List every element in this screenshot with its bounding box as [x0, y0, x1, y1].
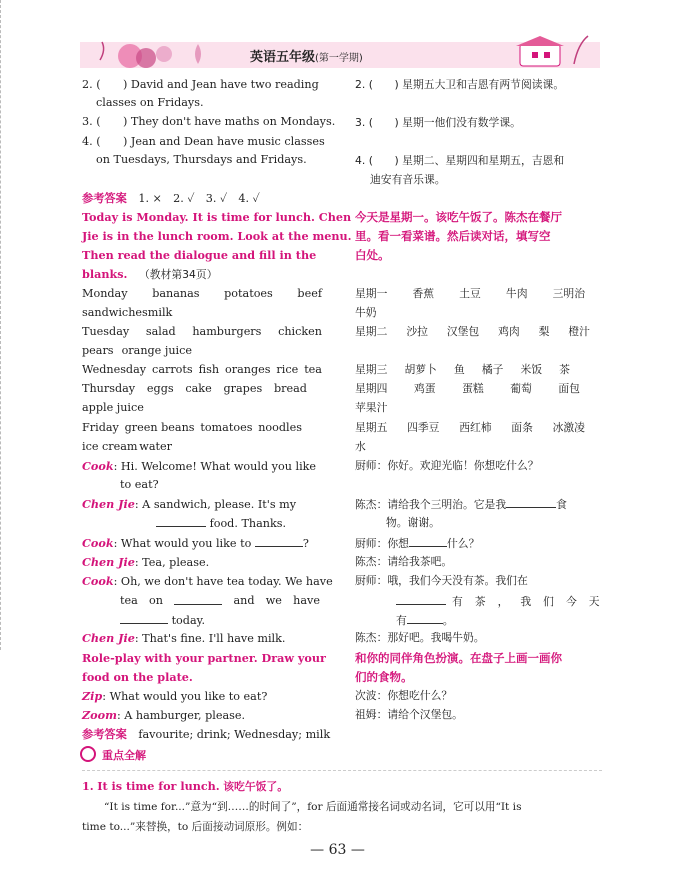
- menu-en-item: Thursday: [82, 382, 136, 395]
- blank-drink[interactable]: [255, 536, 303, 547]
- menu-cn-item: 冰激凌: [552, 421, 585, 434]
- blank-favourite[interactable]: [156, 516, 206, 527]
- task-line-4: blanks. （教材第34页）: [82, 267, 218, 281]
- menu-en-item: noodles: [258, 421, 302, 434]
- right-q4-line1: 4. ( ) 星期二、星期四和星期五，吉恩和: [355, 154, 565, 167]
- speaker-cook: Cook: [82, 459, 114, 473]
- menu-cn-item: 星期二: [355, 325, 388, 338]
- menu-cn-item: 茶: [559, 363, 570, 376]
- menu-en-item: sandwiches: [82, 306, 148, 319]
- right-dialog-2: 陈杰：请给我个三明治。它是我 食: [355, 498, 567, 511]
- menu-cn-row: [355, 325, 590, 339]
- blank-wednesday[interactable]: [174, 594, 222, 605]
- menu-en-item: rice: [276, 363, 299, 376]
- task-line-1: Today is Monday. It is time for lunch. Chen: [82, 210, 352, 224]
- blank-cn-wednesday[interactable]: [396, 594, 446, 605]
- right-dialog-3: 厨师：你想 什么？: [355, 537, 480, 550]
- right-dialog-1: 厨师：你好。欢迎光临！你想吃什么？: [355, 459, 539, 472]
- answer-1: [82, 191, 260, 206]
- left-q3: 3. ( ) They don't have maths on Mondays.: [82, 115, 336, 128]
- dialog-line-2: Chen Jie: A sandwich, please. It's my: [82, 497, 297, 511]
- menu-cn-item: 四季豆: [407, 421, 440, 434]
- menu-en-item: eggs: [146, 382, 174, 395]
- right-zip: 次波：你想吃什么？: [355, 689, 453, 702]
- dialog-line-5b: tea on and we have: [120, 594, 320, 607]
- header-title: [250, 46, 363, 65]
- right-dialog-4: 陈杰：请给我茶吧。: [355, 555, 453, 568]
- menu-cn-item: 蛋糕: [462, 382, 484, 395]
- menu-cn-row: [355, 363, 570, 377]
- menu-cn-item: 水: [355, 440, 366, 453]
- speaker-chenjie: Chen Jie: [82, 497, 135, 511]
- right-dialog-5: 厨师：哦，我们今天没有茶。我们在: [355, 574, 528, 587]
- task-line-3: Then read the dialogue and fill in the: [82, 248, 317, 262]
- zip-line: Zip: What would you like to eat?: [82, 689, 268, 703]
- dialog-line-5c: today.: [120, 613, 205, 628]
- menu-cn-row: [355, 421, 585, 435]
- key-explanation-2: time to...”来替换，to 后面接动词原形。例如：: [82, 821, 309, 833]
- menu-en-item: fish: [198, 363, 220, 376]
- dialog-line-4: Chen Jie: Tea, please.: [82, 555, 210, 569]
- right-q2: 2. ( ) 星期五大卫和吉恩有两节阅读课。: [355, 78, 565, 91]
- menu-en-item: water: [139, 440, 172, 453]
- menu-cn-item: 牛奶: [355, 306, 377, 319]
- menu-cn-item: 米饭: [520, 363, 543, 376]
- right-dialog-5c: 有 。: [396, 614, 454, 627]
- page-number: — 63 —: [310, 842, 365, 858]
- menu-en-item: milk: [147, 306, 173, 319]
- right-task-2: 里。看一看菜谱。然后读对话，填写空: [355, 229, 551, 243]
- menu-cn-item: 橙汁: [568, 325, 590, 338]
- menu-en-row: [82, 287, 322, 301]
- menu-en-row: [82, 421, 302, 435]
- left-q2-line2: classes on Fridays.: [96, 96, 204, 109]
- header-subtitle: (第一学期): [315, 53, 363, 64]
- key-point-1: 1. It is time for lunch. 该吃午饭了。: [82, 779, 289, 793]
- menu-cn-item: 星期三: [355, 363, 388, 376]
- menu-en-item: Tuesday: [82, 325, 130, 338]
- menu-cn-row: [355, 440, 375, 454]
- menu-cn-row: [355, 382, 580, 396]
- left-q2-line1: 2. ( ) David and Jean have two reading: [82, 78, 319, 91]
- menu-cn-item: 面条: [511, 421, 533, 434]
- left-q4-line2: on Tuesdays, Thursdays and Fridays.: [96, 153, 307, 166]
- key-divider: [82, 770, 602, 771]
- left-q4-line1: 4. ( ) Jean and Dean have music classes: [82, 135, 325, 148]
- blank-cn-drink[interactable]: [409, 536, 447, 547]
- dialog-line-1b: to eat?: [120, 478, 159, 491]
- menu-en-row: [82, 382, 307, 396]
- menu-cn-item: 苹果汁: [355, 401, 388, 414]
- right-q3: 3. ( ) 星期一他们没有数学课。: [355, 116, 521, 129]
- roleplay-line-2: food on the plate.: [82, 670, 193, 684]
- right-dialog-5b: 有茶，我们今天: [396, 594, 612, 609]
- menu-en-row: [82, 401, 142, 415]
- menu-en-item: salad: [145, 325, 176, 338]
- answer-2: [82, 727, 330, 742]
- menu-en-item: oranges: [224, 363, 271, 376]
- menu-cn-row: [355, 306, 385, 320]
- menu-en-item: cake: [185, 382, 212, 395]
- menu-en-item: green beans: [124, 421, 195, 434]
- roleplay-line-1: Role-play with your partner. Draw your: [82, 651, 326, 665]
- menu-cn-item: 橘子: [481, 363, 504, 376]
- menu-cn-item: 土豆: [459, 287, 481, 300]
- menu-cn-item: 胡萝卜: [404, 363, 437, 376]
- menu-en-item: Wednesday: [82, 363, 147, 376]
- menu-cn-item: 葡萄: [510, 382, 532, 395]
- header-title-text: 英语五年级: [250, 50, 316, 65]
- menu-cn-item: 牛肉: [505, 287, 528, 300]
- blank-milk[interactable]: [120, 613, 168, 624]
- zoom-line: Zoom: A hamburger, please.: [82, 708, 246, 722]
- textbook-ref: （教材第34页）: [138, 268, 218, 281]
- menu-en-item: beef: [297, 287, 322, 300]
- menu-en-row: [82, 325, 322, 339]
- dialog-line-6: Chen Jie: That's fine. I'll have milk.: [82, 631, 286, 645]
- menu-en-row: [82, 344, 192, 358]
- task-line-2: Jie is in the lunch room. Look at the menu.: [82, 229, 352, 243]
- right-roleplay-1: 和你的同伴角色扮演。在盘子上画一画你: [355, 651, 562, 665]
- menu-cn-item: 星期一: [355, 287, 388, 300]
- answer-label: 参考答案: [82, 191, 127, 205]
- menu-cn-item: 香蕉: [412, 287, 435, 300]
- answer2-text: favourite; drink; Wednesday; milk: [138, 728, 331, 741]
- dialog-line-3: Cook: What would you like to ?: [82, 536, 309, 550]
- menu-en-item: tomatoes: [200, 421, 253, 434]
- right-task-3: 白处。: [355, 248, 390, 262]
- blank-cn-favourite[interactable]: [506, 497, 556, 508]
- column-divider: [0, 0, 1, 650]
- answer-text: 1. × 2. ✓ 3. ✓ 4. ✓: [138, 192, 260, 205]
- speaker-zoom: Zoom: [82, 708, 117, 722]
- menu-en-item: carrots: [152, 363, 193, 376]
- key-heading-text: 重点全解: [102, 749, 146, 762]
- menu-en-item: potatoes: [224, 287, 273, 300]
- menu-en-item: tea: [304, 363, 322, 376]
- speaker-zip: Zip: [82, 689, 103, 703]
- menu-cn-item: 星期五: [355, 421, 388, 434]
- dialog-line-2b: food. Thanks.: [156, 516, 286, 531]
- menu-cn-item: 沙拉: [406, 325, 428, 338]
- menu-en-item: apple juice: [82, 401, 144, 414]
- answer2-label: 参考答案: [82, 727, 127, 741]
- menu-en-row: [82, 363, 322, 377]
- right-zoom: 祖姆：请给个汉堡包。: [355, 708, 463, 721]
- menu-en-item: Friday: [82, 421, 119, 434]
- menu-cn-item: 梨: [538, 325, 550, 338]
- menu-en-row: [82, 440, 172, 454]
- menu-cn-item: 面包: [558, 382, 580, 395]
- menu-en-item: bananas: [152, 287, 200, 300]
- menu-en-item: hamburgers: [192, 325, 262, 338]
- menu-cn-item: 西红柿: [459, 421, 492, 434]
- menu-cn-item: 鱼: [453, 363, 465, 376]
- menu-en-item: Monday: [82, 287, 128, 300]
- menu-en-row: [82, 306, 172, 320]
- dialog-line-1: Cook: Hi. Welcome! What would you like: [82, 459, 317, 473]
- right-roleplay-2: 们的食物。: [355, 670, 413, 684]
- right-q4-line2: 迪安有音乐课。: [370, 173, 446, 186]
- menu-cn-item: 星期四: [355, 382, 388, 395]
- menu-cn-item: 鸡肉: [498, 325, 520, 338]
- menu-en-item: grapes: [223, 382, 263, 395]
- right-task-1: 今天是星期一。该吃午饭了。陈杰在餐厅: [355, 210, 562, 224]
- key-explanation-1: “It is time for...”意为“到……的时间了”，for 后面通常接名词或动名词，它可以用“It is: [104, 801, 522, 813]
- menu-en-item: bread: [273, 382, 307, 395]
- dialog-line-5: Cook: Oh, we don't have tea today. We have: [82, 574, 333, 588]
- menu-cn-row: [355, 287, 585, 301]
- right-dialog-6: 陈杰：那好吧。我喝牛奶。: [355, 631, 485, 644]
- menu-cn-item: 鸡蛋: [413, 382, 436, 395]
- menu-en-item: ice cream: [82, 440, 138, 453]
- menu-cn-item: 汉堡包: [446, 325, 480, 338]
- menu-cn-row: [355, 401, 405, 415]
- magnifier-icon: [80, 746, 96, 762]
- menu-cn-item: 三明治: [552, 287, 585, 300]
- menu-en-item: pears: [82, 344, 114, 357]
- right-dialog-2b: 物。谢谢。: [386, 516, 440, 529]
- menu-en-item: orange juice: [121, 344, 192, 357]
- blank-cn-milk[interactable]: [407, 613, 443, 624]
- menu-en-item: chicken: [278, 325, 322, 338]
